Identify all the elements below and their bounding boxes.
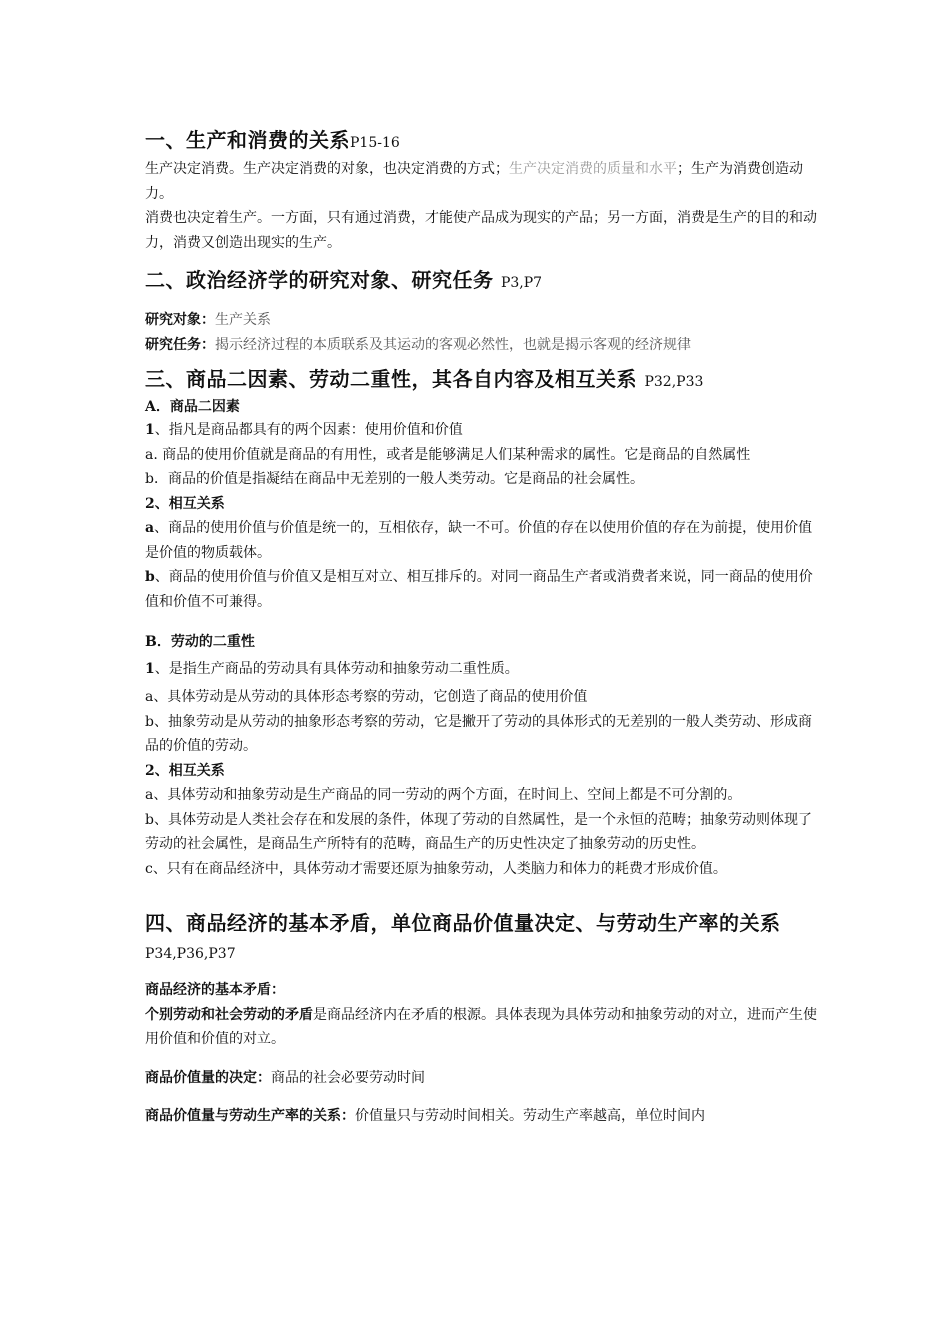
section-3-title-text: 三、商品二因素、劳动二重性，其各自内容及相互关系 bbox=[145, 367, 637, 391]
value-determination-label: 商品价值量的决定： bbox=[145, 1069, 271, 1086]
research-task bbox=[145, 333, 825, 358]
b-item-1-text: 、是指生产商品的劳动具有具体劳动和抽象劳动二重性质。 bbox=[154, 660, 519, 677]
section-1-title bbox=[145, 126, 825, 157]
section-1-title-text: 一、生产和消费的关系 bbox=[145, 128, 350, 152]
b-relation-heading: 2、相互关系 bbox=[145, 762, 225, 779]
research-object-text: 生产关系 bbox=[215, 312, 271, 328]
s1-p1-gray-text: 生产决定消费的质量和水平 bbox=[509, 161, 677, 177]
section-3-title bbox=[145, 365, 825, 396]
s1-p1-part-a: 生产决定消费。生产决定消费的对象，也决定消费的方式； bbox=[145, 161, 509, 177]
value-determination bbox=[145, 1066, 825, 1091]
subsection-a-heading: A．商品二因素 bbox=[145, 399, 240, 415]
section-2-title-text: 二、政治经济学的研究对象、研究任务 bbox=[145, 268, 494, 292]
s1-p1-part-b: ；生产为消费创造动力。 bbox=[145, 161, 803, 202]
a-relation-b-label: b bbox=[145, 569, 155, 585]
a-relation-a bbox=[145, 516, 825, 565]
basic-contradiction-body: 是商品经济内在矛盾的根源。具体表现为具体劳动和抽象劳动的对立，进而产生使用价值和价值的对立。 bbox=[145, 1006, 817, 1047]
value-determination-text: 商品的社会必要劳动时间 bbox=[271, 1069, 425, 1086]
a-relation-a-text: 、商品的使用价值与价值是统一的，互相依存，缺一不可。价值的存在以使用价值的存在为前提，使用价值是价值的物质载体。 bbox=[145, 520, 813, 561]
section-1-page-ref: P15-16 bbox=[350, 135, 400, 151]
a-item-b: b．商品的价值是指凝结在商品中无差别的一般人类劳动。它是商品的社会属性。 bbox=[145, 471, 644, 487]
section-1-paragraph-1 bbox=[145, 157, 825, 206]
a-item-1-number: 1 bbox=[145, 422, 155, 438]
a-item-1-text: 、指凡是商品都具有的两个因素：使用价值和价值 bbox=[154, 422, 463, 438]
document-page bbox=[145, 126, 825, 1129]
section-2-title bbox=[145, 266, 825, 297]
a-relation-b bbox=[145, 565, 825, 614]
b-relation-b: b、具体劳动是人类社会存在和发展的条件，体现了劳动的自然属性，是一个永恒的范畴；抽象劳动则体现了劳动的社会属性，是商品生产所特有的范畴，商品生产的历史性决定了抽象劳动的历史性。 bbox=[145, 811, 812, 852]
a-item-a: a. 商品的使用价值就是商品的有用性，或者是能够满足人们某种需求的属性。它是商品的自然属性 bbox=[145, 446, 751, 463]
b-item-b: b、抽象劳动是从劳动的抽象形态考察的劳动，它是撇开了劳动的具体形式的无差别的一般人类劳动、形成商品的价值的劳动。 bbox=[145, 713, 812, 754]
b-relation-a: a、具体劳动和抽象劳动是生产商品的同一劳动的两个方面，在时间上、空间上都是不可分割的。 bbox=[145, 787, 742, 803]
value-productivity-relation bbox=[145, 1104, 825, 1129]
basic-contradiction-label: 商品经济的基本矛盾： bbox=[145, 982, 285, 998]
section-1-paragraph-2: 消费也决定着生产。一方面，只有通过消费，才能使产品成为现实的产品；另一方面，消费是生产的目的和动力，消费又创造出现实的生产。 bbox=[145, 210, 817, 251]
section-4-title-text: 四、商品经济的基本矛盾，单位商品价值量决定、与劳动生产率的关系 bbox=[145, 911, 781, 935]
a-relation-heading: 2、相互关系 bbox=[145, 495, 225, 512]
research-object-label: 研究对象： bbox=[145, 312, 215, 328]
b-item-1 bbox=[145, 657, 825, 682]
subsection-b-heading: B．劳动的二重性 bbox=[145, 634, 255, 650]
research-object bbox=[145, 308, 825, 333]
b-relation-c: c、只有在商品经济中，具体劳动才需要还原为抽象劳动，人类脑力和体力的耗费才形成价值。 bbox=[145, 860, 727, 877]
section-4-title bbox=[145, 909, 825, 968]
a-item-1 bbox=[145, 418, 825, 443]
research-task-text: 揭示经济过程的本质联系及其运动的客观必然性，也就是揭示客观的经济规律 bbox=[215, 336, 691, 353]
section-3-page-ref: P32,P33 bbox=[644, 374, 704, 390]
section-4-page-ref: P34,P36,P37 bbox=[145, 946, 236, 962]
basic-contradiction-text bbox=[145, 1003, 825, 1052]
basic-contradiction-bold: 个别劳动和社会劳动的矛盾 bbox=[145, 1006, 313, 1023]
value-productivity-text: 价值量只与劳动时间相关。劳动生产率越高，单位时间内 bbox=[355, 1108, 705, 1124]
value-productivity-label: 商品价值量与劳动生产率的关系： bbox=[145, 1108, 355, 1124]
section-2-page-ref: P3,P7 bbox=[500, 275, 543, 291]
b-item-1-number: 1 bbox=[145, 660, 155, 677]
a-relation-a-label: a bbox=[145, 520, 155, 536]
a-relation-b-text: 、商品的使用价值与价值又是相互对立、相互排斥的。对同一商品生产者或消费者来说，同一商品的使用价值和价值不可兼得。 bbox=[145, 569, 813, 610]
b-item-a: a、具体劳动是从劳动的具体形态考察的劳动，它创造了商品的使用价值 bbox=[145, 689, 588, 705]
research-task-label: 研究任务： bbox=[145, 336, 215, 353]
